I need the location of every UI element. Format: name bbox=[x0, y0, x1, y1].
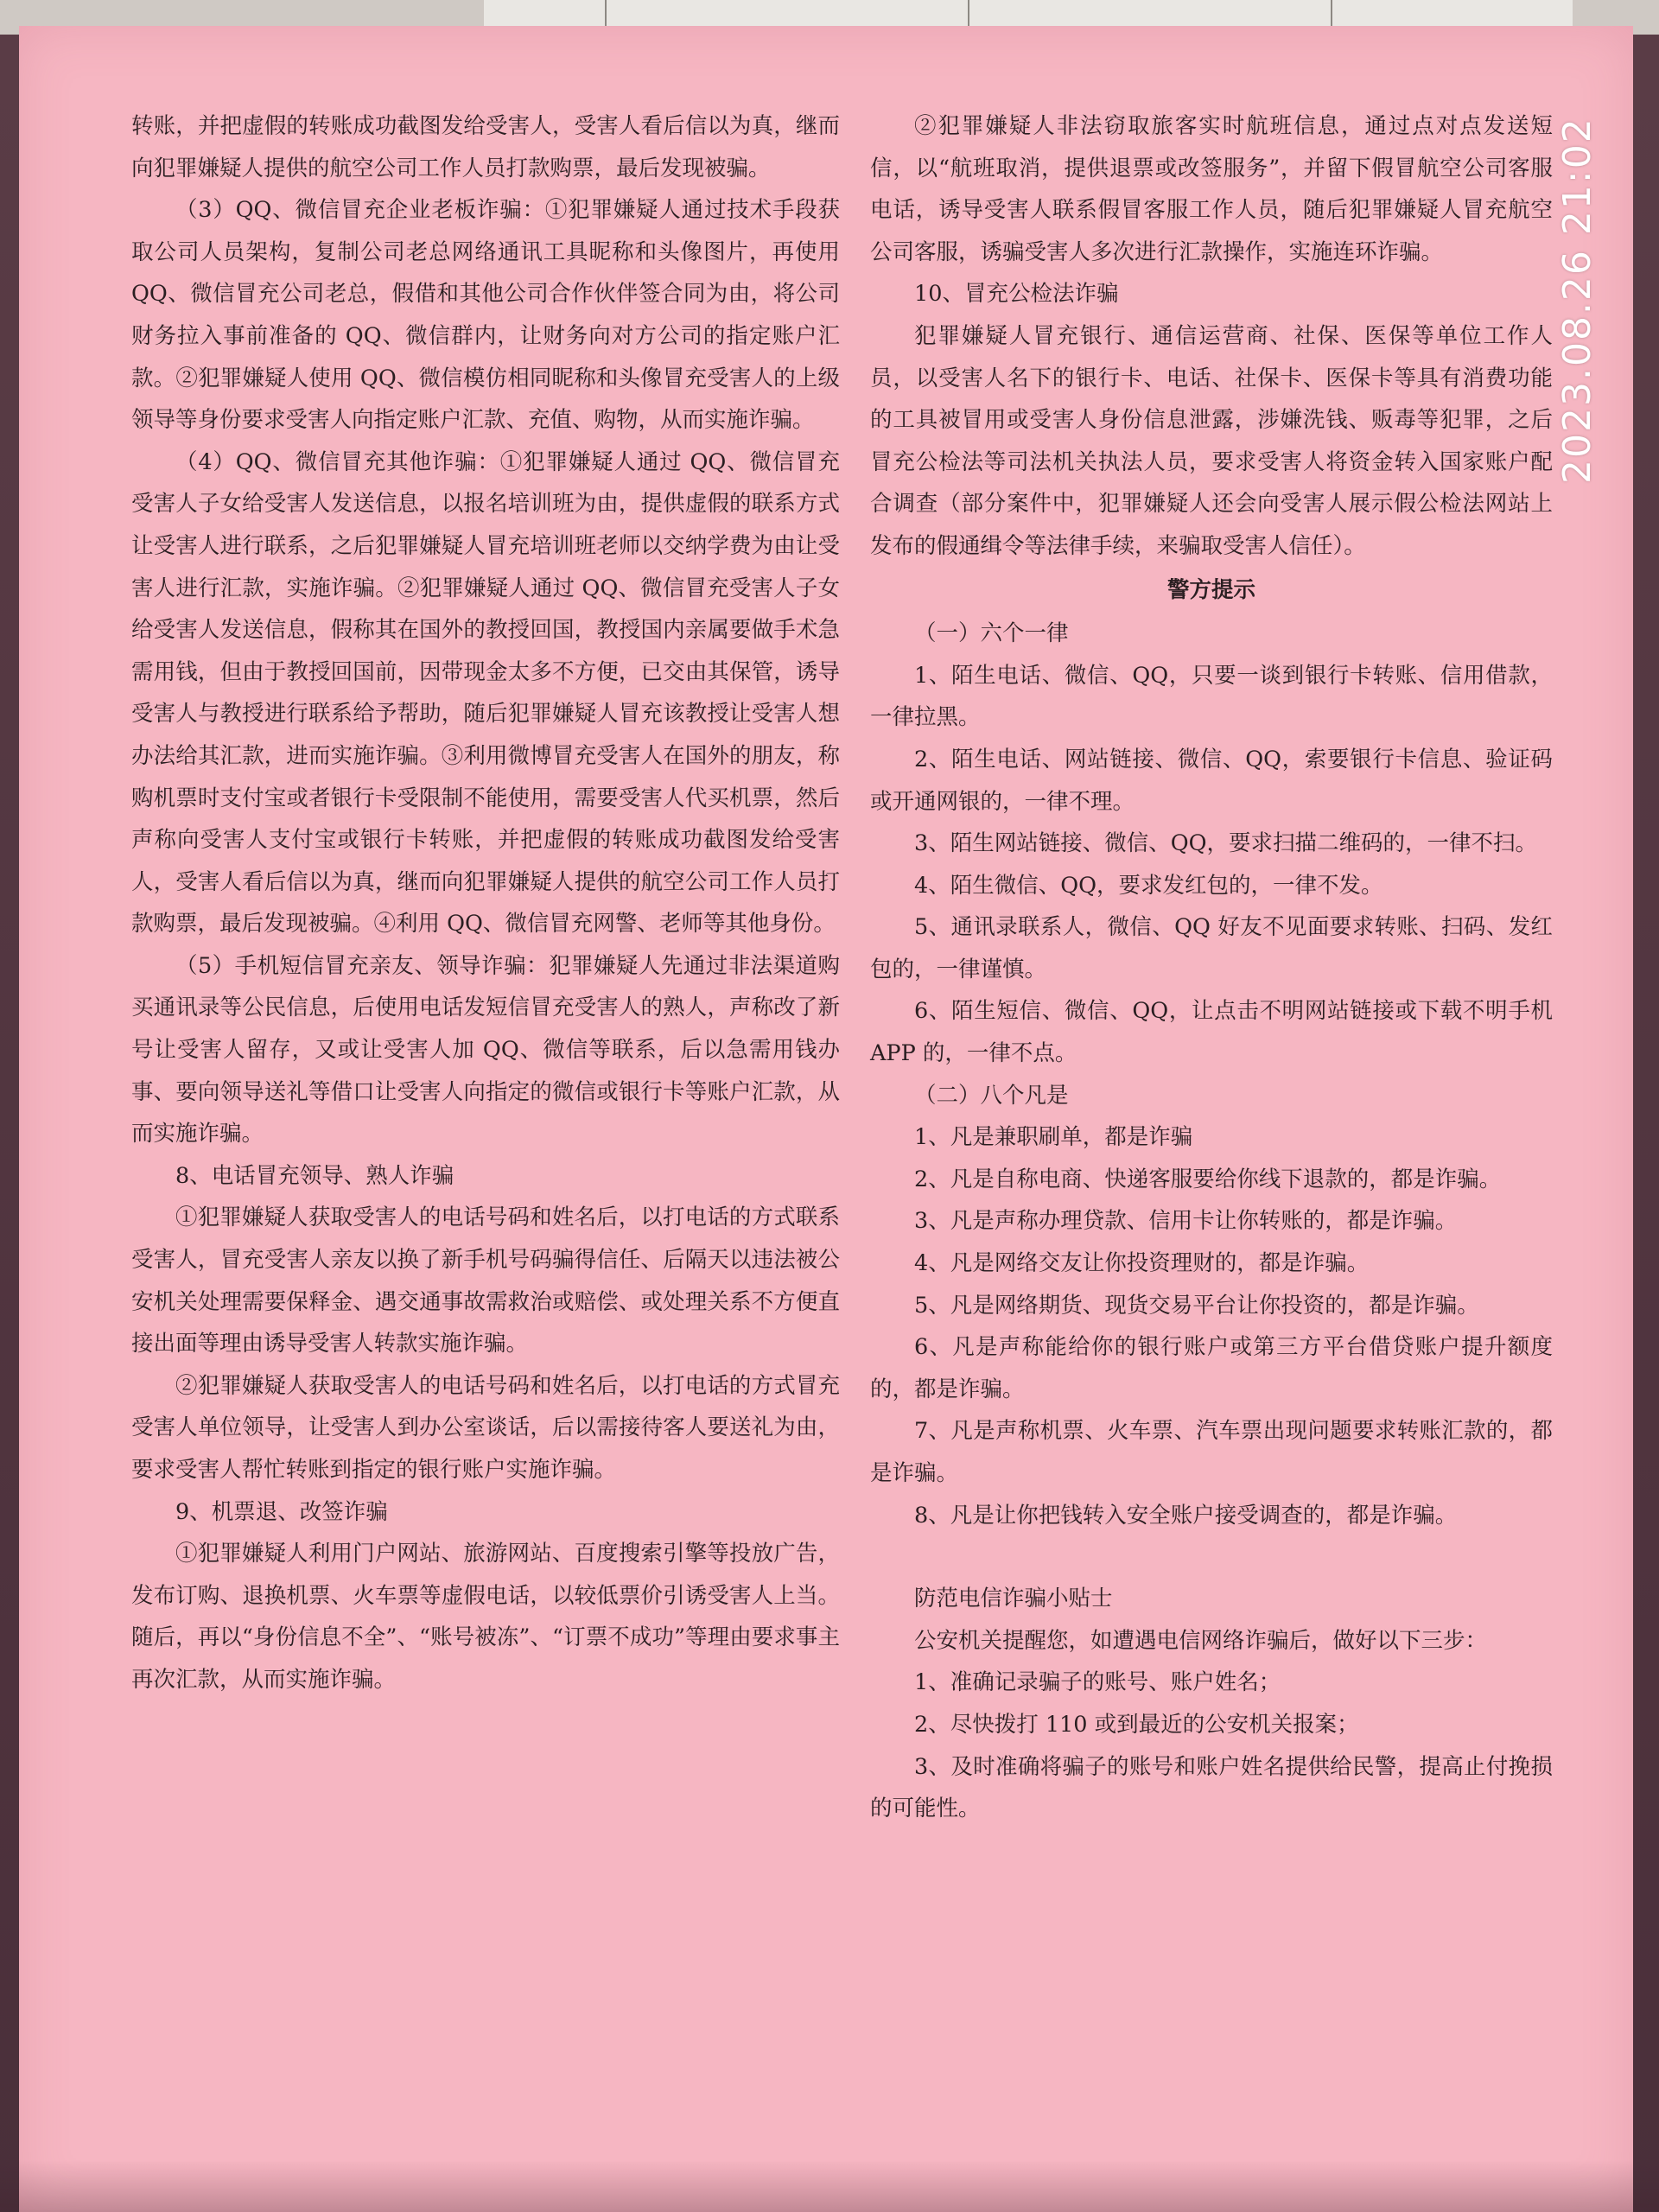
list-item: 5、凡是网络期货、现货交易平台让你投资的，都是诈骗。 bbox=[914, 1292, 1479, 1319]
section-heading: 9、机票退、改签诈骗 bbox=[175, 1498, 388, 1525]
right-column bbox=[870, 105, 1553, 1830]
paragraph: ②犯罪嫌疑人获取受害人的电话号码和姓名后，以打电话的方式冒充受害人单位领导，让受害人到办公室谈话，后以需接待客人要送礼为由，要求受害人帮忙转账到指定的银行账户实施诈骗。 bbox=[131, 1372, 840, 1483]
list-item: 7、凡是声称机票、火车票、汽车票出现问题要求转账汇款的，都是诈骗。 bbox=[870, 1418, 1553, 1486]
paragraph: （4）QQ、微信冒充其他诈骗：①犯罪嫌疑人通过 QQ、微信冒充受害人子女给受害人发送信息，以报名培训班为由，提供虚假的联系方式让受害人进行联系，之后犯罪嫌疑人冒充培训班老师以交纳学费为由让受害人进行汇款，实施诈骗。②犯罪嫌疑人通过 QQ、微信冒充受害人子女给受害人发送信息，假称其在国外的教授回国，教授国内亲属要做手术急需用钱，但由于教授回国前，因带现金太多不方便，已交由其保管，诱导受害人与教授进行联系给予帮助，随后犯罪嫌疑人冒充该教授让受害人想办法给其汇款，进而实施诈骗。③利用微博冒充受害人在国外的朋友，称购机票时支付宝或者银行卡受限制不能使用，需要受害人代买机票，然后声称向受害人支付宝或银行卡转账，并把虚假的转账成功截图发给受害人，受害人看后信以为真，继而向犯罪嫌疑人提供的航空公司工作人员打款购票，最后发现被骗。④利用 QQ、微信冒充网警、老师等其他身份。 bbox=[131, 448, 840, 938]
list-item: 3、凡是声称办理贷款、信用卡让你转账的，都是诈骗。 bbox=[914, 1208, 1458, 1235]
pink-leaflet-page bbox=[19, 26, 1633, 2212]
list-item: 6、陌生短信、微信、QQ，让点击不明网站链接或下载不明手机 APP 的，一律不点。 bbox=[870, 998, 1553, 1067]
police-tips-title: 警方提示 bbox=[1166, 576, 1255, 603]
paragraph: ②犯罪嫌疑人非法窃取旅客实时航班信息，通过点对点发送短信，以“航班取消，提供退票或改签服务”，并留下假冒航空公司客服电话，诱导受害人联系假冒客服工作人员，随后犯罪嫌疑人冒充航空公司客服，诱骗受害人多次进行汇款操作，实施连环诈骗。 bbox=[870, 113, 1553, 265]
list-item: 3、及时准确将骗子的账号和账户姓名提供给民警，提高止付挽损的可能性。 bbox=[870, 1753, 1553, 1822]
eight-rules-title: （二）八个凡是 bbox=[914, 1082, 1069, 1109]
photo-timestamp: 2023.08.26 21:02 bbox=[1555, 117, 1599, 484]
paragraph: （5）手机短信冒充亲友、领导诈骗：犯罪嫌疑人先通过非法渠道购买通讯录等公民信息，后使用电话发短信冒充受害人的熟人，声称改了新号让受害人留存，又或让受害人加 QQ、微信等联系，后以急需用钱办事、要向领导送礼等借口让受害人向指定的微信或银行卡等账户汇款，从而实施诈骗。 bbox=[131, 952, 840, 1147]
list-item: 8、凡是让你把钱转入安全账户接受调查的，都是诈骗。 bbox=[914, 1502, 1458, 1529]
six-rules-title: （一）六个一律 bbox=[914, 620, 1069, 647]
paragraph: ①犯罪嫌疑人利用门户网站、旅游网站、百度搜索引擎等投放广告，发布订购、退换机票、火车票等虚假电话，以较低票价引诱受害人上当。随后，再以“身份信息不全”、“账号被冻”、“订票不成功”等理由要求事主再次汇款，从而实施诈骗。 bbox=[131, 1541, 840, 1693]
section-heading: 8、电话冒充领导、熟人诈骗 bbox=[175, 1162, 454, 1189]
list-item: 3、陌生网站链接、微信、QQ，要求扫描二维码的，一律不扫。 bbox=[914, 830, 1538, 857]
bottom-shadow bbox=[0, 2160, 1659, 2212]
paragraph: ①犯罪嫌疑人获取受害人的电话号码和姓名后，以打电话的方式联系受害人，冒充受害人亲友以换了新手机号码骗得信任、后隔天以违法被公安机关处理需要保释金、遇交通事故需救治或赔偿、或处理关系不方便直接出面等理由诱导受害人转款实施诈骗。 bbox=[131, 1205, 840, 1357]
left-column bbox=[131, 105, 840, 1701]
section-heading: 10、冒充公检法诈骗 bbox=[914, 281, 1119, 308]
list-item: 4、陌生微信、QQ，要求发红包的，一律不发。 bbox=[914, 872, 1383, 899]
list-item: 1、陌生电话、微信、QQ，只要一谈到银行卡转账、信用借款，一律拉黑。 bbox=[870, 662, 1553, 731]
list-item: 5、通讯录联系人，微信、QQ 好友不见面要求转账、扫码、发红包的，一律谨慎。 bbox=[870, 914, 1553, 982]
paragraph: （3）QQ、微信冒充企业老板诈骗：①犯罪嫌疑人通过技术手段获取公司人员架构，复制公司老总网络通讯工具昵称和头像图片，再使用 QQ、微信冒充公司老总，假借和其他公司合作伙伴签合同为由，将公司财务拉入事前准备的 QQ、微信群内，让财务向对方公司的指定账户汇款。②犯罪嫌疑人使用 QQ、微信模仿相同昵称和头像冒充受害人的上级领导等身份要求受害人向指定账户汇款、充值、购物，从而实施诈骗。 bbox=[131, 197, 840, 434]
list-item: 2、尽快拨打 110 或到最近的公安机关报案； bbox=[914, 1711, 1359, 1738]
paragraph: 犯罪嫌疑人冒充银行、通信运营商、社保、医保等单位工作人员，以受害人名下的银行卡、电话、社保卡、医保卡等具有消费功能的工具被冒用或受害人身份信息泄露，涉嫌洗钱、贩毒等犯罪，之后冒充公检法等司法机关执法人员，要求受害人将资金转入国家账户配合调查（部分案件中，犯罪嫌疑人还会向受害人展示假公检法网站上发布的假通缉令等法律手续，来骗取受害人信任）。 bbox=[870, 322, 1553, 559]
paragraph: 转账，并把虚假的转账成功截图发给受害人，受害人看后信以为真，继而向犯罪嫌疑人提供的航空公司工作人员打款购票，最后发现被骗。 bbox=[131, 113, 840, 181]
list-item: 1、准确记录骗子的账号、账户姓名； bbox=[914, 1669, 1281, 1696]
paragraph: 公安机关提醒您，如遭遇电信网络诈骗后，做好以下三步： bbox=[914, 1627, 1488, 1654]
list-item: 2、陌生电话、网站链接、微信、QQ，索要银行卡信息、验证码或开通网银的，一律不理。 bbox=[870, 746, 1553, 815]
list-item: 1、凡是兼职刷单，都是诈骗 bbox=[914, 1124, 1193, 1151]
list-item: 2、凡是自称电商、快递客服要给你线下退款的，都是诈骗。 bbox=[914, 1166, 1502, 1192]
list-item: 4、凡是网络交友让你投资理财的，都是诈骗。 bbox=[914, 1250, 1370, 1277]
spacer bbox=[870, 1536, 1553, 1578]
tips-title: 防范电信诈骗小贴士 bbox=[914, 1586, 1113, 1612]
list-item: 6、凡是声称能给你的银行账户或第三方平台借贷账户提升额度的，都是诈骗。 bbox=[870, 1334, 1553, 1402]
